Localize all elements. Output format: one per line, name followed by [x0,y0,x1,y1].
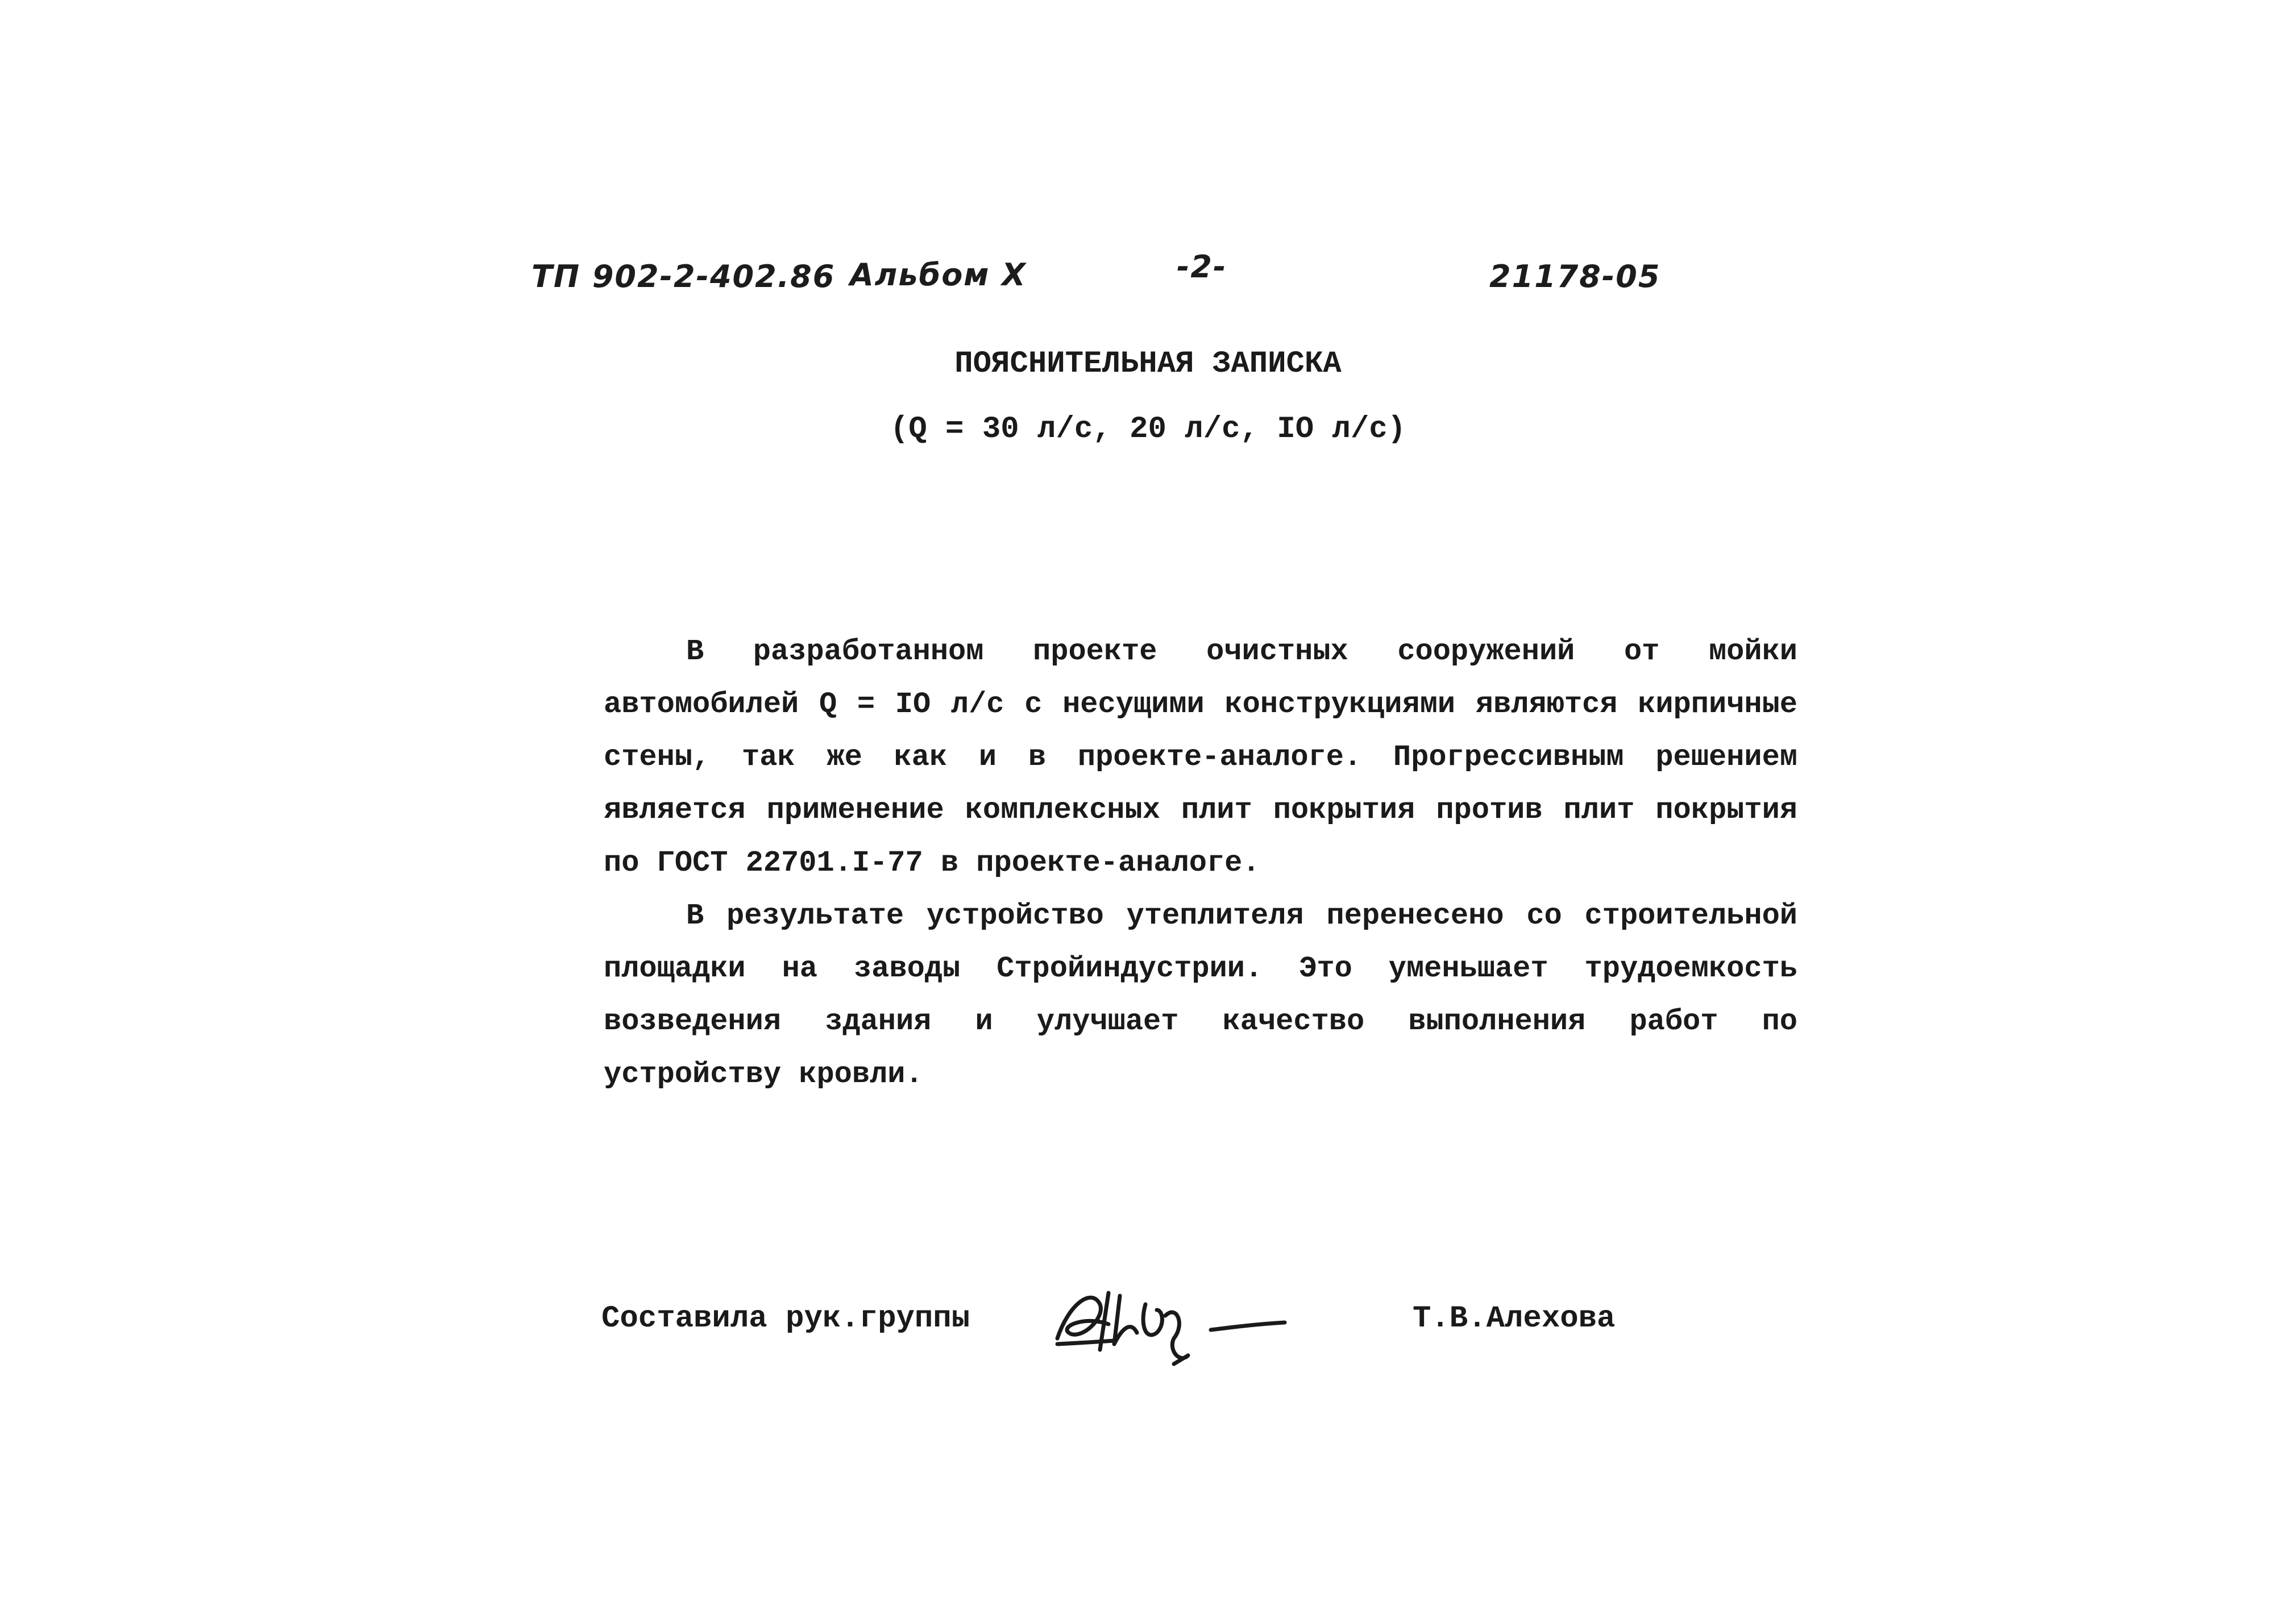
archive-number: 21178-05 [1489,259,1661,294]
document-title: ПОЯСНИТЕЛЬНАЯ ЗАПИСКА [954,347,1342,381]
flow-rate-subtitle: (Q = 30 л/с, 20 л/с, IO л/с) [890,412,1406,447]
signatory-name: Т.В.Алехова [1413,1301,1616,1336]
signature-scribble [1046,1270,1307,1372]
signatory-role: Составила рук.группы [601,1301,970,1336]
body-text [604,625,1797,1101]
paragraph: В результате устройство утеплителя перенесено со строительной площадки на заводы Стройиндустрии. Это уменьшает трудоемкость возведения здания и улучшает качество выполнения работ по устройству кровли. [604,899,1797,1091]
page-number: -2- [1177,249,1227,285]
doc-code: ТП 902-2-402.86 [532,259,836,294]
paragraph: В разработанном проекте очистных сооружений от мойки автомобилей Q = IO л/с с несущими конструкциями являются кирпичные стены, так же как и в проекте-аналоге. Прогрессивным решением является применение комплексных плит покрытия против плит покрытия по ГОСТ 22701.I-77 в проекте-аналоге. [604,635,1797,880]
album-label: Альбом X [850,257,1027,293]
